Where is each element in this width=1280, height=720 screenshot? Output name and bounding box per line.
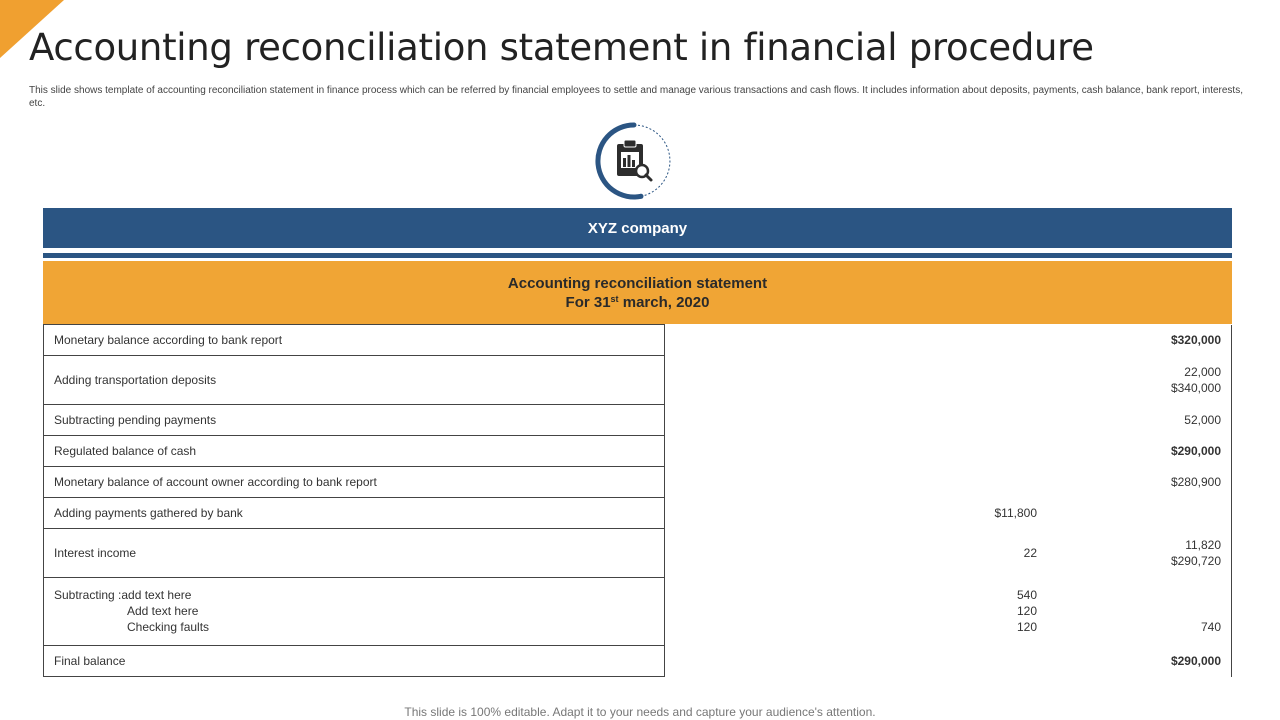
row-mid-value: [665, 405, 1038, 436]
company-banner: [43, 208, 1232, 248]
statement-heading: Accounting reconciliation statement: [507, 274, 768, 292]
table-row: [44, 467, 1232, 498]
row-right-value: $290,000: [1037, 646, 1232, 677]
row-right-value: [1037, 498, 1232, 529]
slide-description: This slide shows template of accounting reconciliation statement in finance process which can be referred by financial employees to settle and manage various transactions and cash flows. It includes information about deposits, payments, cash balance, bank report, interests, etc.: [29, 85, 1243, 109]
table-row: [44, 436, 1232, 467]
row-mid-value: [665, 436, 1038, 467]
banner-divider: [43, 253, 1232, 258]
row-label: Regulated balance of cash: [44, 436, 665, 467]
table-row: [44, 529, 1232, 578]
table-row: [44, 498, 1232, 529]
row-label: Monetary balance of account owner according to bank report: [44, 467, 665, 498]
row-label: Interest income: [44, 529, 665, 578]
table-row: [44, 646, 1232, 677]
row-label: Subtracting pending payments: [44, 405, 665, 436]
row-mid-value: $11,800: [994, 506, 1037, 520]
row-label: Subtracting :add text here Add text here Checking faults: [44, 578, 665, 646]
row-right-value: $280,900: [1037, 467, 1232, 498]
row-label: Adding transportation deposits: [44, 356, 665, 405]
row-mid-value: 540 120 120: [1016, 587, 1037, 634]
row-mid-value: [665, 356, 1038, 405]
row-label: Monetary balance according to bank report: [44, 325, 665, 356]
row-right-value: 52,000: [1037, 405, 1232, 436]
row-mid-value: [665, 467, 1038, 498]
row-right-value: $320,000: [1037, 325, 1232, 356]
reconciliation-table: [43, 324, 1232, 677]
company-name: XYZ company: [587, 219, 688, 237]
row-right-value: $290,000: [1037, 436, 1232, 467]
row-mid-value: 22: [1023, 546, 1037, 560]
footer-note: This slide is 100% editable. Adapt it to your needs and capture your audience's attention.: [404, 705, 876, 719]
row-right-value: 22,000 $340,000: [1037, 356, 1232, 405]
table-row: [44, 578, 1232, 646]
row-label: Adding payments gathered by bank: [44, 498, 665, 529]
slide-title: Accounting reconciliation statement in financial procedure: [29, 26, 1094, 69]
statement-header: [43, 261, 1232, 324]
row-right-value: 740: [1037, 578, 1232, 646]
table-row: [44, 356, 1232, 405]
table-row: [44, 325, 1232, 356]
row-mid-value: [665, 646, 1038, 677]
row-label: Final balance: [44, 646, 665, 677]
row-mid-value: [665, 325, 1038, 356]
clipboard-chart-magnifier-icon: [594, 121, 674, 201]
table-row: [44, 405, 1232, 436]
statement-date: For 31st march, 2020: [565, 293, 710, 311]
row-right-value: 11,820 $290,720: [1037, 529, 1232, 578]
